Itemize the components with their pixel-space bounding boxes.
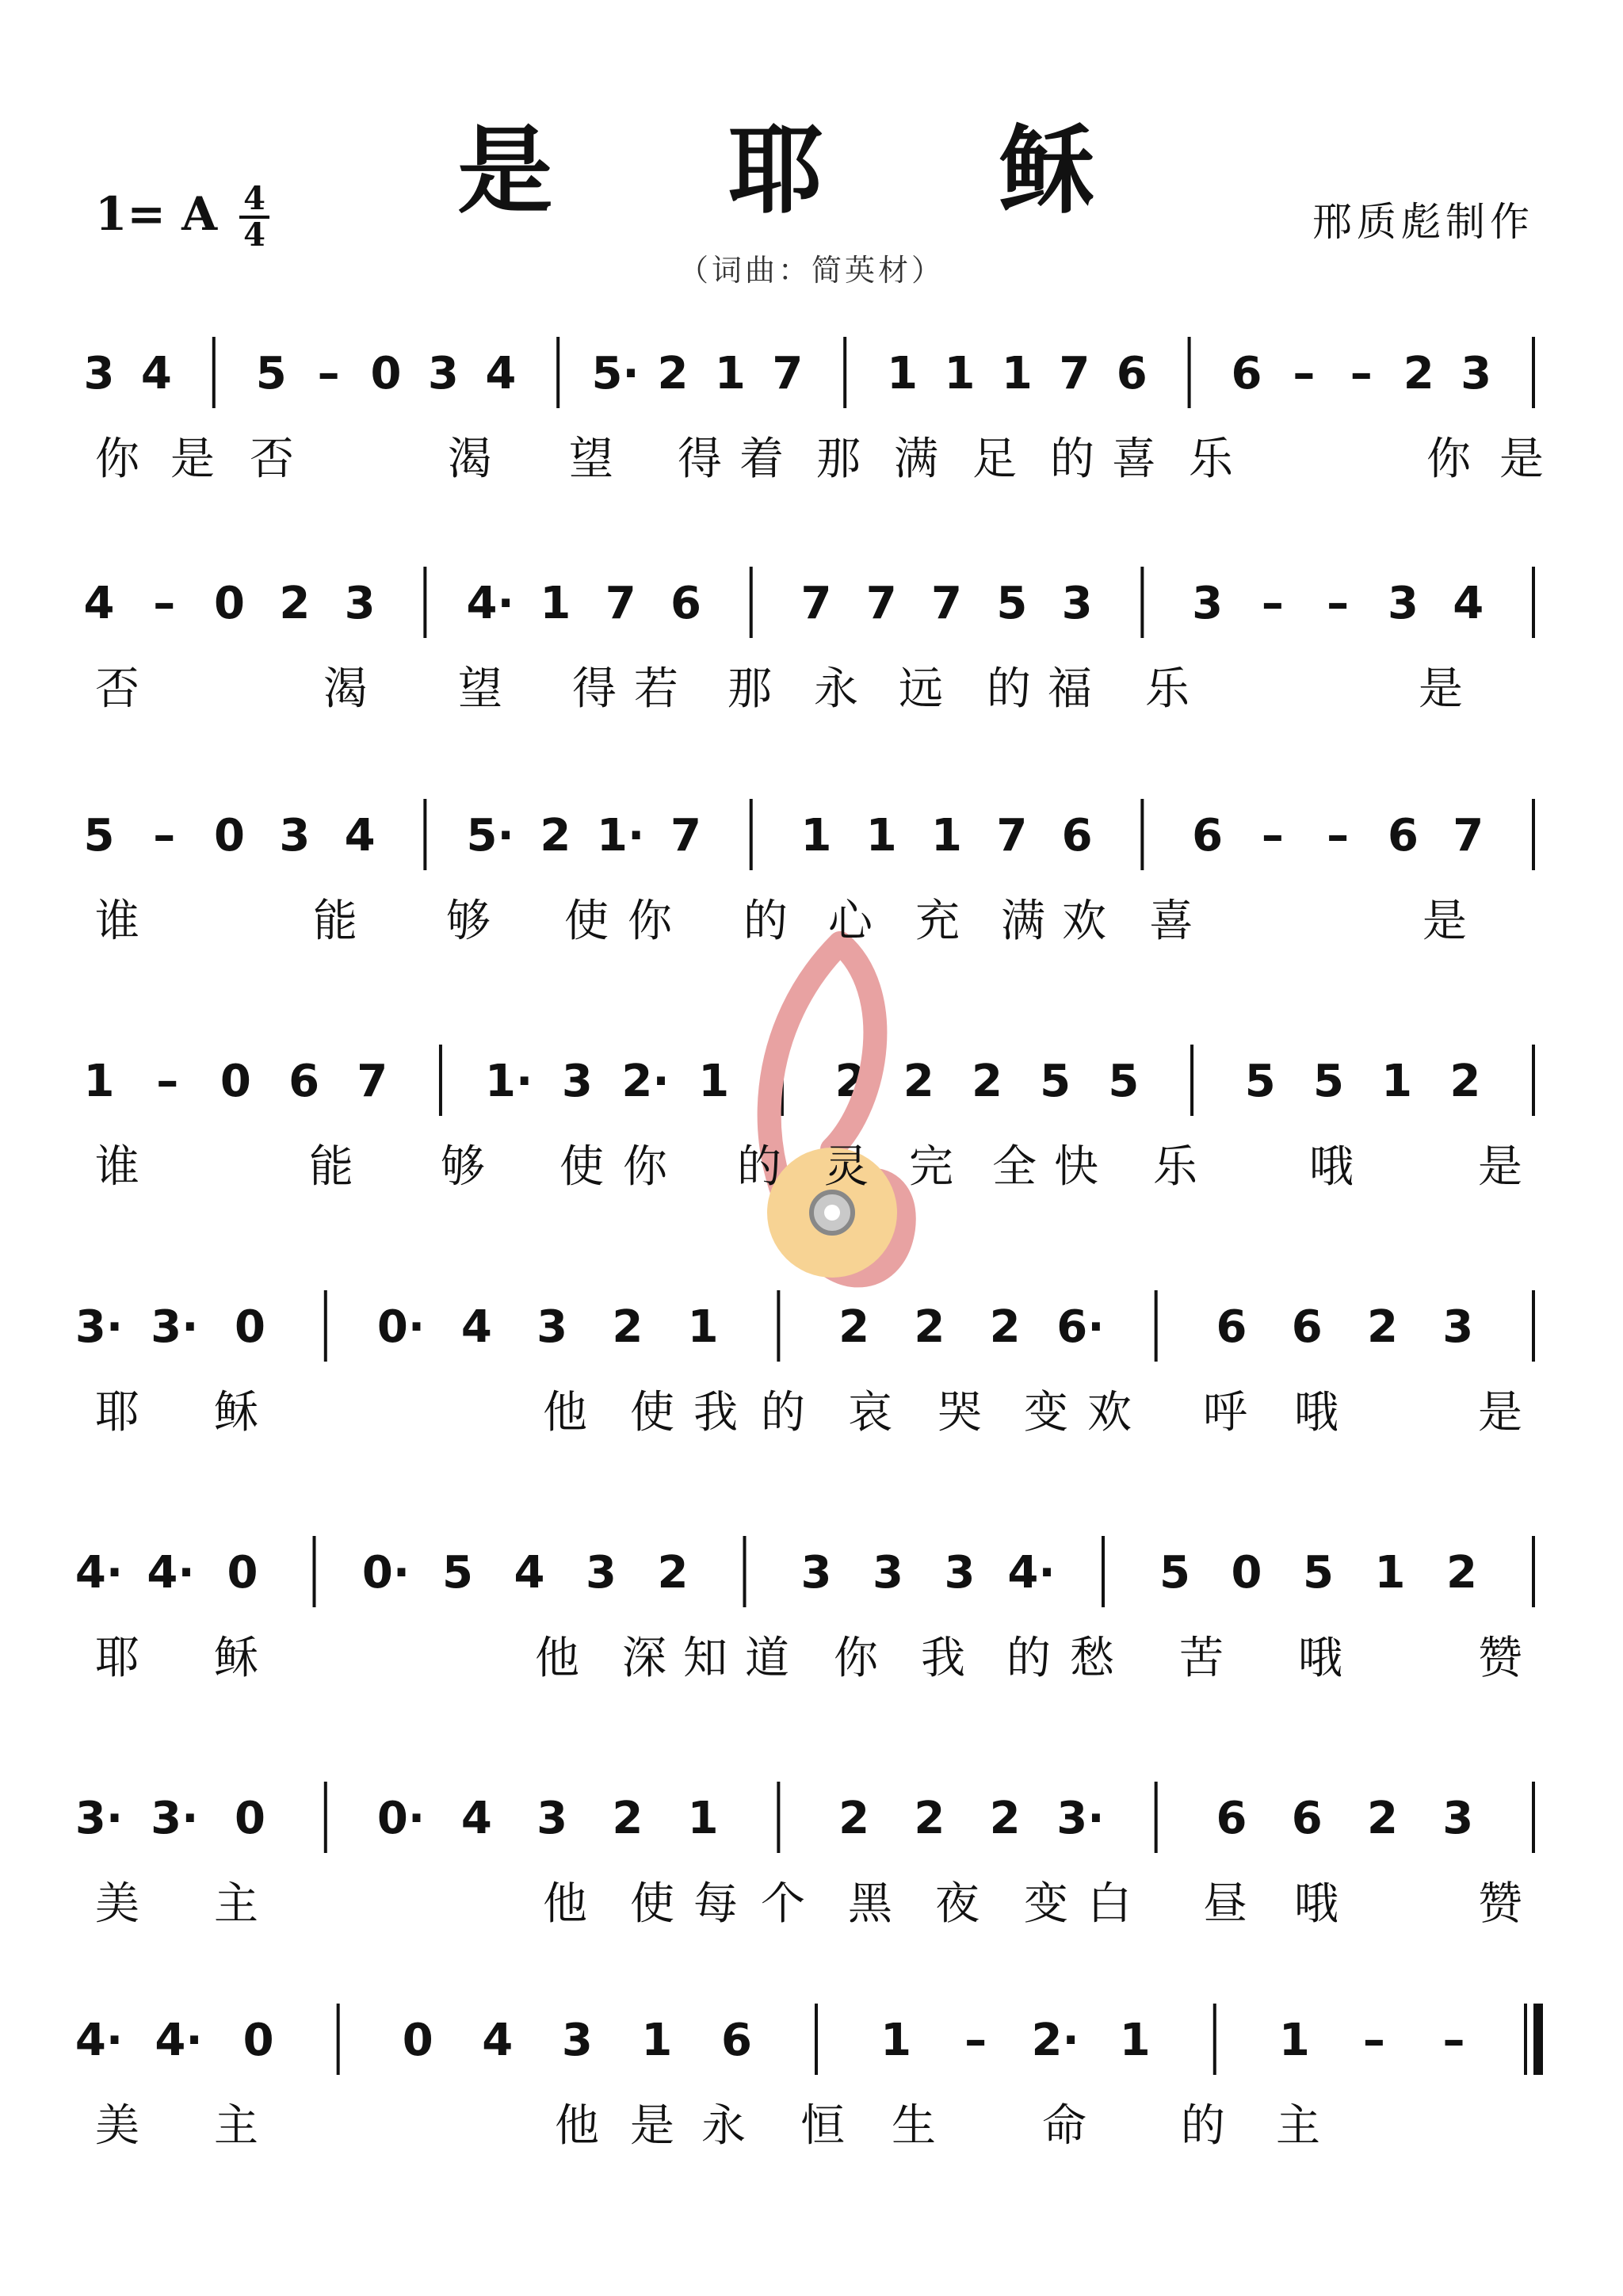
note: 3 [1461,348,1492,399]
lyric-syllable: 命 [1042,2100,1086,2152]
lyric-syllable: 呼 [1203,1387,1247,1438]
note: 1 [800,810,832,861]
lyric-syllable: 是 [630,2100,674,2152]
lyric-syllable: 哦 [1294,1878,1338,1930]
lyric-syllable: 稣 [214,1633,258,1684]
lyrics-music-credit: （词曲：简英材） [678,253,945,288]
lyric-syllable: 美 [95,2100,139,2152]
lyric-syllable: 道 [745,1633,789,1684]
lyric-syllable: 渴 [448,434,492,485]
note: 5· [591,348,640,399]
note: 6 [1216,1793,1247,1844]
note: 3 [537,1793,568,1844]
note: – [1362,2015,1385,2066]
note: 0· [376,1793,426,1844]
note: 1 [540,578,571,629]
note: 7 [931,578,963,629]
note: 6 [1216,1301,1247,1353]
lyric-syllable: 能 [313,896,357,947]
note: 1 [1001,348,1033,399]
note: 4 [485,348,517,399]
lyric-syllable: 的 [761,1387,805,1438]
note: 3 [561,2015,593,2066]
note: 5 [255,348,287,399]
note: 7 [357,1056,388,1107]
lyric-syllable: 昼 [1203,1878,1247,1930]
lyric-syllable: 谁 [95,1141,139,1193]
lyric-syllable: 你 [628,896,672,947]
lyric-syllable: 使 [630,1387,674,1438]
note: 3 [1192,578,1224,629]
lyric-syllable: 能 [309,1141,353,1193]
note: 4 [140,348,172,399]
lyric-syllable: 使 [564,896,609,947]
note: 3 [1442,1301,1474,1353]
lyric-syllable: 喜 [1112,434,1156,485]
note: 0 [235,1301,266,1353]
note: 3 [1442,1793,1474,1844]
note: 3 [944,1547,976,1599]
lyric-syllable: 的 [1050,434,1094,485]
lyric-syllable: 是 [170,434,215,485]
note: – [1261,810,1284,861]
note: – [1327,578,1350,629]
note: 0 [220,1056,251,1107]
note: 3 [1061,578,1093,629]
note: 4· [74,2015,124,2066]
lyric-syllable: 完 [909,1141,953,1193]
lyric-syllable: 变 [1024,1387,1068,1438]
note: 0· [361,1547,411,1599]
note: 2 [903,1056,934,1107]
note: 5 [1244,1056,1276,1107]
note: 7 [800,578,832,629]
note: 6 [288,1056,320,1107]
note: 3 [427,348,459,399]
lyric-syllable: 快 [1054,1141,1098,1193]
note: 1 [698,1056,730,1107]
note: 2 [279,578,311,629]
lyric-syllable: 足 [972,434,1017,485]
note: 1 [865,810,897,861]
time-signature-numerator: 4 [243,180,265,217]
note: 2 [657,1547,689,1599]
lyric-syllable: 夜 [935,1878,980,1930]
lyric-syllable: 满 [894,434,938,485]
lyric-syllable: 是 [1499,434,1544,485]
lyric-line [0,1377,1623,1438]
lyric-syllable: 望 [569,434,613,485]
lyric-syllable: 哦 [1309,1141,1354,1193]
note: 0 [370,348,402,399]
key-signature: 1= A [95,187,218,241]
lyric-syllable: 那 [727,663,772,715]
lyric-syllable: 是 [1419,663,1463,715]
lyric-syllable: 你 [95,434,139,485]
lyric-syllable: 耶 [95,1633,139,1684]
note: 5 [442,1547,473,1599]
note: 3 [586,1547,617,1599]
lyric-syllable: 乐 [1189,434,1233,485]
lyric-syllable: 谁 [95,896,139,947]
note: 2 [657,348,689,399]
lyric-line [0,2091,1623,2152]
lyric-line [0,654,1623,715]
lyric-syllable: 乐 [1153,1141,1197,1193]
lyric-syllable: 的 [737,1141,781,1193]
note: 6 [1061,810,1093,861]
note: 7 [772,348,804,399]
note: 1 [944,348,976,399]
lyric-syllable: 的 [987,663,1031,715]
lyric-syllable: 他 [543,1387,587,1438]
lyric-syllable: 赞 [1478,1633,1522,1684]
note: 4· [155,2015,203,2066]
lyric-syllable: 美 [95,1878,139,1930]
lyric-syllable: 的 [1181,2100,1225,2152]
note: 3· [1056,1793,1105,1844]
lyric-syllable: 是 [1423,896,1467,947]
note: 3· [151,1301,199,1353]
treble-clef-disc-icon [713,911,951,1324]
note: 1 [83,1056,115,1107]
lyric-syllable: 他 [535,1633,579,1684]
note: 5 [83,810,115,861]
note: 0 [214,810,246,861]
note: 0 [214,578,246,629]
lyric-syllable: 的 [743,896,788,947]
lyric-syllable: 心 [828,896,873,947]
note: 2· [621,1056,670,1107]
lyric-syllable: 若 [634,663,678,715]
note: 0· [376,1301,426,1353]
note: 5 [996,578,1028,629]
note: 2 [1366,1793,1398,1844]
note: 2 [914,1793,945,1844]
note: 5· [466,810,514,861]
note: 2 [914,1301,945,1353]
lyric-syllable: 赞 [1478,1878,1522,1930]
note: 4 [514,1547,545,1599]
note: 4 [344,810,376,861]
lyric-syllable: 他 [555,2100,599,2152]
note: 1· [485,1056,533,1107]
note: 3 [1387,578,1419,629]
note: 6 [720,2015,752,2066]
lyric-syllable: 你 [1426,434,1471,485]
lyric-syllable: 望 [458,663,502,715]
note: 6 [1116,348,1148,399]
lyric-syllable: 苦 [1179,1633,1224,1684]
lyric-syllable: 否 [95,663,139,715]
lyric-syllable: 哦 [1294,1387,1338,1438]
note: 1 [931,810,963,861]
note: 3· [74,1301,124,1353]
lyric-syllable: 够 [446,896,491,947]
note: 2 [1403,348,1434,399]
lyric-syllable: 着 [739,434,784,485]
note: 7 [605,578,636,629]
lyric-syllable: 渴 [323,663,368,715]
note: 5 [1108,1056,1140,1107]
note: 2 [989,1301,1021,1353]
note: 7 [670,810,701,861]
lyric-syllable: 福 [1048,663,1092,715]
lyric-syllable: 得 [678,434,722,485]
lyric-syllable: 否 [250,434,294,485]
arranger-credit: 邢质彪制作 [1312,199,1534,245]
note: 6 [670,578,701,629]
note: 4· [1007,1547,1056,1599]
note: 2 [834,1056,866,1107]
lyric-syllable: 欢 [1062,896,1106,947]
note: 1 [887,348,918,399]
note: 7 [996,810,1028,861]
note: 2 [1449,1056,1481,1107]
note: 1 [641,2015,673,2066]
note: 0 [402,2015,433,2066]
note: 6 [1291,1793,1323,1844]
lyric-syllable: 永 [701,2100,746,2152]
note: 4 [1453,578,1484,629]
lyric-syllable: 白 [1087,1878,1132,1930]
lyric-syllable: 那 [816,434,861,485]
lyric-syllable: 你 [834,1633,878,1684]
lyric-line [0,424,1623,485]
note: 2· [1031,2015,1079,2066]
lyric-syllable: 哀 [848,1387,892,1438]
note: 1 [1278,2015,1310,2066]
lyric-line [0,1623,1623,1684]
note: 3 [344,578,376,629]
note: 3 [83,348,115,399]
lyric-syllable: 使 [559,1141,604,1193]
lyric-syllable: 我 [921,1633,965,1684]
lyric-syllable: 够 [441,1141,485,1193]
note: – [153,810,176,861]
lyric-syllable: 喜 [1149,896,1193,947]
lyric-syllable: 灵 [824,1141,869,1193]
lyric-syllable: 黑 [848,1878,892,1930]
note: 6 [1192,810,1224,861]
lyric-syllable: 深 [622,1633,666,1684]
lyric-syllable: 恒 [800,2100,845,2152]
lyric-syllable: 得 [572,663,617,715]
lyric-syllable: 使 [630,1878,674,1930]
lyric-syllable: 乐 [1145,663,1190,715]
lyric-syllable: 远 [899,663,943,715]
note: 6· [1056,1301,1105,1353]
note: – [1350,348,1373,399]
note: – [1442,2015,1465,2066]
note: 6 [1387,810,1419,861]
note: 3 [537,1301,568,1353]
note: 4· [147,1547,195,1599]
note: 2 [1446,1547,1477,1599]
lyric-syllable: 主 [214,1878,258,1930]
note: 7 [1059,348,1090,399]
lyric-syllable: 主 [1276,2100,1320,2152]
lyric-syllable: 他 [543,1878,587,1930]
note: 0 [235,1793,266,1844]
note: 4 [83,578,115,629]
note: – [1261,578,1284,629]
note: 2 [612,1301,643,1353]
note: 2 [1366,1301,1398,1353]
lyric-syllable: 永 [814,663,858,715]
lyric-syllable: 每 [693,1878,738,1930]
note: 5 [1312,1056,1344,1107]
note: 2 [540,810,571,861]
note: 2 [989,1793,1021,1844]
note: 6 [1291,1301,1323,1353]
note: 7 [865,578,897,629]
time-signature-denominator: 4 [243,216,265,254]
note: 3 [279,810,311,861]
note: 1 [687,1793,719,1844]
note: 4 [482,2015,514,2066]
lyric-syllable: 变 [1024,1878,1068,1930]
note: – [1327,810,1350,861]
lyric-syllable: 是 [1478,1141,1522,1193]
lyric-syllable: 满 [1001,896,1045,947]
lyric-line [0,1132,1623,1193]
note: 1 [687,1301,719,1353]
lyric-syllable: 哭 [938,1387,982,1438]
note: – [153,578,176,629]
note: 2 [612,1793,643,1844]
lyric-syllable: 欢 [1087,1387,1132,1438]
lyric-line [0,886,1623,947]
lyric-syllable: 稣 [214,1387,258,1438]
note: 4 [460,1301,492,1353]
lyric-syllable: 主 [214,2100,258,2152]
lyric-syllable: 哦 [1298,1633,1342,1684]
note: 1 [1381,1056,1413,1107]
lyric-syllable: 知 [683,1633,727,1684]
note: 1· [597,810,645,861]
note: 4· [74,1547,124,1599]
note: 5 [1040,1056,1071,1107]
note: 0 [242,2015,274,2066]
note: 6 [1231,348,1262,399]
note: 3 [800,1547,832,1599]
note: 5 [1159,1547,1190,1599]
note: 1 [1119,2015,1151,2066]
note: – [156,1056,179,1107]
note: 3· [74,1793,124,1844]
song-title: 是 耶 稣 [457,115,1166,227]
note: 1 [880,2015,912,2066]
note: 0 [1231,1547,1262,1599]
note: – [1293,348,1316,399]
lyric-syllable: 的 [1006,1633,1051,1684]
note: 2 [838,1301,870,1353]
note: 1 [1374,1547,1406,1599]
note: 1 [714,348,746,399]
lyric-syllable: 你 [623,1141,667,1193]
note: 2 [971,1056,1002,1107]
lyric-syllable: 我 [693,1387,738,1438]
lyric-syllable: 是 [1478,1387,1522,1438]
note: – [317,348,340,399]
note: 0 [227,1547,258,1599]
note: 2 [838,1793,870,1844]
note: 5 [1303,1547,1334,1599]
note: 7 [1453,810,1484,861]
lyric-line [0,1869,1623,1930]
lyric-syllable: 耶 [95,1387,139,1438]
lyric-syllable: 个 [761,1878,805,1930]
time-signature [235,180,274,254]
lyric-syllable: 生 [892,2100,936,2152]
note: – [964,2015,987,2066]
note: 3· [151,1793,199,1844]
lyric-syllable: 充 [915,896,960,947]
lyric-syllable: 全 [992,1141,1037,1193]
note: 3 [873,1547,903,1599]
note: 4 [460,1793,492,1844]
note: 4· [466,578,514,629]
lyric-syllable: 愁 [1070,1633,1114,1684]
note: 3 [561,1056,593,1107]
